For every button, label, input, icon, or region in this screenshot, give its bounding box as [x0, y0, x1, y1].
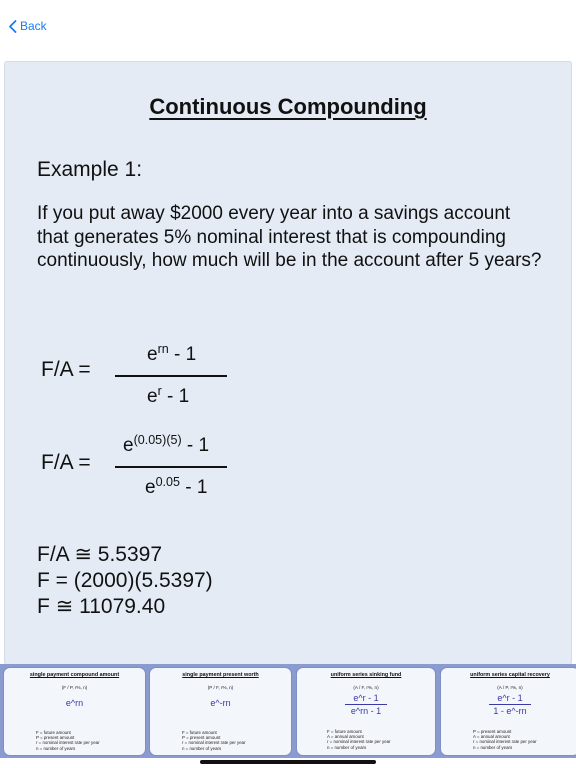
- formula-card-compound-amount[interactable]: [3, 667, 146, 756]
- formula-card-present-worth[interactable]: [149, 667, 292, 756]
- fraction-bar: [115, 375, 227, 377]
- nav-bar: [0, 0, 576, 58]
- formula-card-definitions: F = future amount A = annual amount r = nominal interest rate per year n = number of years: [327, 729, 391, 750]
- equation-numerator: $e^{rn} - 1$: [147, 342, 197, 365]
- equation-denominator: $e^r - 1$: [147, 384, 190, 407]
- result-line: F = (2000)(5.5397): [37, 569, 213, 592]
- example-card: [4, 61, 572, 665]
- formula-card-title: single payment present worth: [182, 672, 259, 678]
- formula-card-formula: $\frac{e\^{}r - 1}{1 - e\^{}-rn}$: [441, 693, 576, 711]
- formula-card-definitions: F = future amount P = present amount r = nominal interest rate per year n = number of years: [182, 730, 246, 751]
- question-text: If you put away $2000 every year into a savings account that generates 5% nominal interest that is compounding continuously, how much will be in the account after 5 years?: [37, 203, 542, 271]
- equation-lhs: F/A =: [41, 451, 91, 474]
- formula-card-definitions: P = present amount A = annual amount r = nominal interest rate per year n = number of years: [473, 729, 537, 750]
- back-label: Back: [20, 19, 47, 33]
- equation-denominator: $e^{0.05} - 1$: [145, 475, 208, 498]
- result-line: F/A ≅ 5.5397: [37, 543, 163, 566]
- back-button[interactable]: [8, 19, 47, 33]
- formula-card-notation: (A / P, r%, n): [497, 685, 523, 690]
- formula-card-notation: (P / F, r%, n): [207, 685, 234, 690]
- equation-numerator: $e^{(0.05)(5)} - 1$: [123, 433, 210, 456]
- results-block: [37, 542, 213, 620]
- fraction-bar: [115, 466, 227, 468]
- chevron-left-icon: [8, 20, 17, 33]
- formula-card-title: single payment compound amount: [29, 672, 120, 678]
- formula-card-formula: $\frac{e\^{}r - 1}{e\^{}rn - 1}$: [297, 693, 435, 711]
- equation-lhs: F/A =: [41, 358, 91, 381]
- formula-cards-strip[interactable]: [0, 664, 576, 758]
- home-indicator[interactable]: [200, 760, 376, 764]
- formula-card-capital-recovery[interactable]: [440, 667, 576, 756]
- formula-card-title: uniform series capital recovery: [470, 672, 550, 678]
- formula-card-notation: (A / F, r%, n): [353, 685, 379, 690]
- formula-card-definitions: F = future amount P = present amount r = nominal interest rate per year n = number of years: [36, 730, 100, 751]
- formula-card-title: uniform series sinking fund: [330, 672, 402, 678]
- formula-card-formula: e^rn: [65, 698, 84, 708]
- page-title: Continuous Compounding: [149, 94, 427, 119]
- example-label: Example 1:: [37, 158, 143, 181]
- formula-card-sinking-fund[interactable]: [296, 667, 436, 756]
- formula-card-formula: e^-rn: [210, 698, 231, 708]
- formula-card-notation: (F / P, r%, n): [61, 685, 88, 690]
- result-line: F ≅ 11079.40: [37, 595, 166, 618]
